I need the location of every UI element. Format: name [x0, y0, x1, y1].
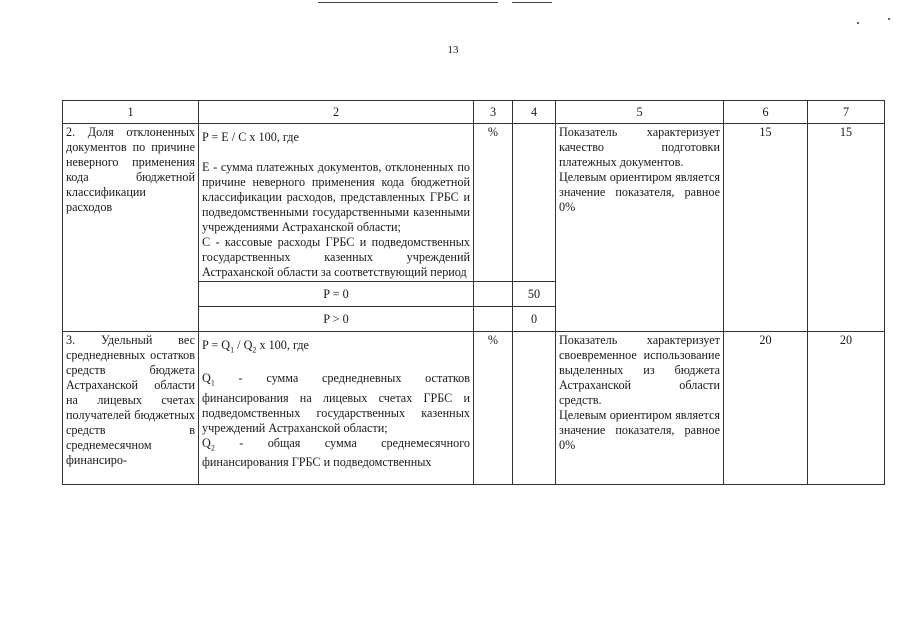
column-header: 2: [199, 101, 474, 124]
table-row: [63, 124, 885, 282]
page-number: 13: [447, 44, 459, 56]
value-col6: 20: [724, 332, 808, 485]
value-col6: 15: [724, 124, 808, 332]
empty-cell: [474, 282, 513, 307]
indicator-description: Показатель характеризует своевременное использование выделенных из бюджета Астраханской области средств.: [559, 333, 720, 407]
points-cell: [513, 124, 556, 282]
indicator-description: Показатель характеризует качество подготовки платежных документов.: [559, 125, 720, 169]
value-col7: 15: [808, 124, 885, 332]
criteria-condition: P > 0: [199, 307, 474, 332]
unit-cell: %: [474, 332, 513, 485]
formula-definition: $Q_1$ - сумма среднедневных остатков финансирования на лицевых счетах ГРБС и подведомственных государственных казенных учреждений Астраханской области;: [202, 371, 470, 435]
scan-top-rule: [318, 2, 498, 3]
column-header: 4: [513, 101, 556, 124]
scan-top-rule: [512, 2, 552, 3]
unit-cell: %: [474, 124, 513, 282]
column-header: 7: [808, 101, 885, 124]
empty-cell: [474, 307, 513, 332]
formula-cell: [199, 124, 474, 282]
formula-cell: [199, 332, 474, 485]
scan-speck: [888, 18, 890, 20]
formula-definition: C - кассовые расходы ГРБС и подведомственных государственных казенных учреждений Астраханской области за соответствующий период: [202, 235, 470, 279]
description-cell: [556, 332, 724, 485]
formula-definition: E - сумма платежных документов, отклоненных по причине неверного применения кода бюджетной классификации расходов, представленных ГРБС и подведомственными государственными казенными учреждениями Астраханской области;: [202, 160, 470, 234]
column-header: 5: [556, 101, 724, 124]
indicator-table: [62, 100, 885, 485]
column-header: 6: [724, 101, 808, 124]
scan-speck: [857, 22, 859, 24]
column-header: 1: [63, 101, 199, 124]
formula-definition: $Q_2$ - общая сумма среднемесячного финансирования ГРБС и подведомственных: [202, 435, 470, 470]
value-col7: 20: [808, 332, 885, 485]
column-number-row: [63, 101, 885, 124]
indicator-target: Целевым ориентиром является значение показателя, равное 0%: [559, 408, 720, 452]
formula: $P = Q_1 / Q_2$ x 100, где: [202, 338, 309, 355]
points-cell: [513, 332, 556, 485]
column-header: 3: [474, 101, 513, 124]
indicator-target: Целевым ориентиром является значение показателя, равное 0%: [559, 170, 720, 214]
indicator-name: 2. Доля отклоненных документов по причине неверного применения кода бюджетной классификации расходов: [63, 124, 199, 332]
criteria-condition: P = 0: [199, 282, 474, 307]
criteria-points: 0: [513, 307, 556, 332]
description-cell: [556, 124, 724, 332]
formula: P = E / C x 100, где: [202, 130, 299, 144]
indicator-name: 3. Удельный вес среднедневных остатков средств бюджета Астраханской области на лицевых счетах получателей бюджетных средств в среднемесячном финансиро-: [63, 332, 199, 485]
criteria-points: 50: [513, 282, 556, 307]
table-row: [63, 332, 885, 485]
